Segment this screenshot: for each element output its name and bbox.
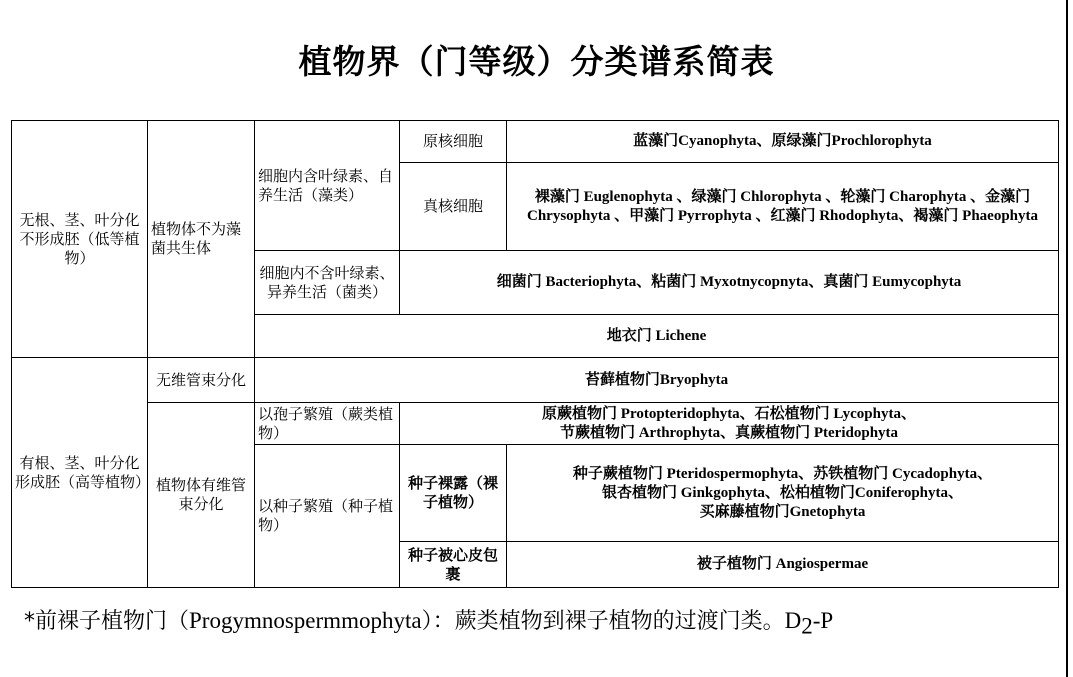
gymno-phyla-line-3: 买麻藤植物门Gnetophyta <box>699 503 866 520</box>
gymno-cell: 种子裸露（裸子植物） <box>400 445 507 542</box>
higher-plants-cell: 有根、茎、叶分化形成胚（高等植物） <box>12 358 148 588</box>
spore-cell: 以孢子繁殖（蕨类植物） <box>255 403 400 445</box>
no-vascular-cell: 无维管束分化 <box>148 358 255 403</box>
fungi-phyla-cell: 细菌门 Bacteriophyta、粘菌门 Myxotnycopnyta、真菌门 Eumycophyta <box>400 251 1059 315</box>
table-row <box>12 403 1059 445</box>
prokaryotic-cell: 原核细胞 <box>400 121 507 163</box>
fungi-cell: 细胞内不含叶绿素、异养生活（菌类） <box>255 251 400 315</box>
prokaryotic-phyla-cell: 蓝藻门Cyanophyta、原绿藻门Prochlorophyta <box>507 121 1059 163</box>
footnote-latin: Progymnospermmophyta <box>189 608 422 633</box>
right-border-line <box>1066 0 1068 677</box>
gymno-phyla-cell <box>507 445 1059 542</box>
page-title: 植物界（门等级）分类谱系简表 <box>298 42 775 81</box>
gymno-phyla-line-2: 银杏植物门 Ginkgophyta、松柏植物门Coniferophyta、 <box>601 484 963 501</box>
period-subscript: 2 <box>801 613 813 639</box>
vascular-cell: 植物体有维管束分化 <box>148 403 255 588</box>
eukaryotic-cell: 真核细胞 <box>400 163 507 251</box>
footnote-prefix: *前裸子植物门（ <box>24 609 190 634</box>
algae-cell: 细胞内含叶绿素、自养生活（藻类） <box>255 121 400 251</box>
period-main: D <box>784 608 802 633</box>
table-row <box>12 121 1059 163</box>
lichen-cell: 地衣门 Lichene <box>255 315 1059 358</box>
footnote-suffix: ）：蕨类植物到裸子植物的过渡门类。 <box>421 609 785 634</box>
classification-table <box>11 120 1059 588</box>
spore-phyla-cell <box>400 403 1059 445</box>
spore-phyla-line-2: 节蕨植物门 Arthrophyta、真蕨植物门 Pteridophyta <box>559 424 899 441</box>
spore-phyla-line-1: 原蕨植物门 Protopteridophyta、石松植物门 Lycophyta、 <box>542 405 916 422</box>
bryophyta-cell: 苔藓植物门Bryophyta <box>255 358 1059 403</box>
eukaryotic-phyla-cell: 裸藻门 Euglenophyta 、绿藻门 Chlorophyta 、轮藻门 Charophyta 、金藻门 Chrysophyta 、甲藻门 Pyrrophyta 、红藻门 Rhodophyta、褐藻门 Phaeophyta <box>507 163 1059 251</box>
footnote <box>24 604 833 639</box>
angio-cell: 种子被心皮包裹 <box>400 542 507 588</box>
non-symbiotic-cell: 植物体不为藻菌共生体 <box>148 121 255 358</box>
gymno-phyla-line-1: 种子蕨植物门 Pteridospermophyta、苏铁植物门 Cycadophyta、 <box>572 465 993 482</box>
table-row <box>12 358 1059 403</box>
angio-phyla-cell: 被子植物门 Angiospermae <box>507 542 1059 588</box>
lower-plants-cell: 无根、茎、叶分化不形成胚（低等植物） <box>12 121 148 358</box>
period-end: -P <box>812 608 834 633</box>
seed-cell: 以种子繁殖（种子植物） <box>255 445 400 588</box>
